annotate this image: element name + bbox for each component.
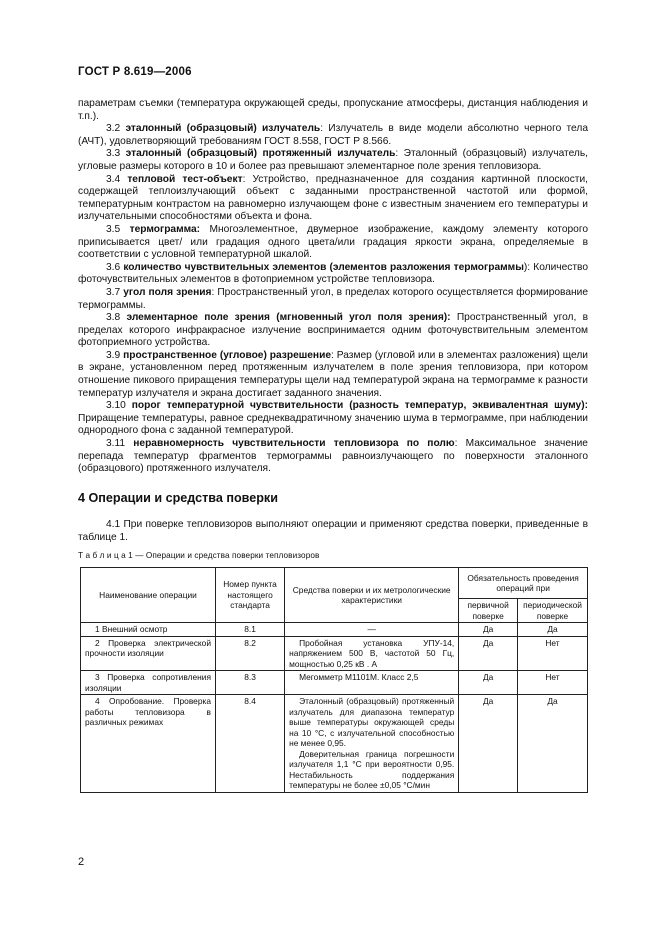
cell-operation: 2 Проверка электрической прочности изоляции xyxy=(81,636,216,671)
definition-item xyxy=(78,438,588,476)
table-row xyxy=(81,623,588,637)
definition-item xyxy=(78,287,588,312)
operations-table xyxy=(80,567,588,793)
cell-operation: 1 Внешний осмотр xyxy=(81,623,216,637)
table-caption: Т а б л и ц а 1 — Операции и средства поверки тепловизоров xyxy=(78,551,320,560)
definition-term: пространственное (угловое) разрешение xyxy=(123,349,332,361)
cell-periodic: Нет xyxy=(518,636,588,671)
cell-means xyxy=(285,695,459,793)
definition-item xyxy=(78,350,588,400)
definition-number: 3.2 xyxy=(106,123,121,135)
header-periodic: периодической поверке xyxy=(518,599,588,623)
definition-number: 3.10 xyxy=(106,400,126,412)
definitions-block xyxy=(78,98,588,476)
cell-periodic: Нет xyxy=(518,671,588,695)
definition-number: 3.9 xyxy=(106,349,121,361)
definition-text: : Излучатель в виде модели абсолютно черного тела (АЧТ), удовлетворяющий требованиям ГОСТ 8.558, ГОСТ Р 8.566. xyxy=(78,123,588,147)
definition-text: ): Количество фоточувствительных элементов в фотоприемном устройстве тепловизора. xyxy=(78,261,588,286)
cell-means xyxy=(285,623,459,637)
cell-primary: Да xyxy=(459,671,518,695)
definition-term: неравномерность чувствительности тепловизора по полю xyxy=(133,438,455,450)
definition-text: : Устройство, предназначенное для создания картинной плоскости, содержащей теплоизлучающий объект с заданными пространственной частотой или формой, температурным контрастом на равномерно излучающем фоне с известным значением его температуры и излучательными способностями объекта и фона. xyxy=(78,173,588,223)
intro-continuation: параметрам съемки (температура окружающей среды, пропускание атмосферы, дистанция наблюдения и т.п.). xyxy=(78,98,588,122)
definition-term: тепловой тест-объект xyxy=(127,173,243,185)
cell-operation: 3 Проверка сопротивления изоляции xyxy=(81,671,216,695)
header-mandatory: Обязательность проведения операций при xyxy=(459,568,588,599)
header-operation-name: Наименование операции xyxy=(81,568,216,623)
means-paragraph: — xyxy=(367,624,376,634)
definition-item xyxy=(78,224,588,262)
table-row xyxy=(81,671,588,695)
clause-4-1 xyxy=(78,519,588,544)
definition-item xyxy=(78,148,588,173)
definition-number: 3.8 xyxy=(106,312,121,324)
cell-primary: Да xyxy=(459,695,518,793)
cell-means xyxy=(285,636,459,671)
document-header: ГОСТ Р 8.619—2006 xyxy=(78,66,192,78)
definition-term: порог температурной чувствительности (разность температур, эквивалентная шуму): xyxy=(131,400,588,412)
definition-item xyxy=(78,262,588,287)
means-paragraph: Мегомметр М1101М. Класс 2,5 xyxy=(299,672,419,682)
definition-number: 3.11 xyxy=(106,438,126,450)
definition-text: : Пространственный угол, в пределах которого осуществляется формирование термограммы. xyxy=(78,286,588,311)
definition-number: 3.5 xyxy=(106,223,121,235)
section-4-title: 4 Операции и средства поверки xyxy=(78,491,278,505)
definition-item xyxy=(78,312,588,350)
definition-term: количество чувствительных элементов (элементов разложения термограммы xyxy=(123,261,524,273)
table-body xyxy=(81,623,588,793)
header-clause-number: Номер пункта настоящего стандарта xyxy=(216,568,285,623)
definition-text: Приращение температуры, равное среднеквадратичному значению шума в термограмме, при наблюдении однородного фона с заданной температурой. xyxy=(78,412,588,437)
definition-item xyxy=(78,174,588,224)
definition-term: термограмма: xyxy=(129,223,201,235)
definition-term: эталонный (образцовый) протяженный излучатель xyxy=(125,148,396,160)
means-paragraph: Эталонный (образцовый) протяженный излучатель для диапазона температур выше температуры окружающей среды на 10 °С, с излучательной способностью не менее 0,95. xyxy=(289,696,455,748)
cell-operation: 4 Опробование. Проверка работы тепловизора в различных режимах xyxy=(81,695,216,793)
cell-primary: Да xyxy=(459,636,518,671)
header-primary: первичной поверке xyxy=(459,599,518,623)
header-verification-means: Средства поверки и их метрологические характеристики xyxy=(285,568,459,623)
definition-item xyxy=(78,400,588,438)
cell-periodic: Да xyxy=(518,623,588,637)
cell-clause: 8.4 xyxy=(216,695,285,793)
cell-clause: 8.3 xyxy=(216,671,285,695)
clause-4-1-text: 4.1 При поверке тепловизоров выполняют операции и применяют средства поверки, приведенные в таблице 1. xyxy=(78,519,588,543)
cell-means xyxy=(285,671,459,695)
definition-term: угол поля зрения xyxy=(123,286,212,298)
cell-clause: 8.2 xyxy=(216,636,285,671)
table-row xyxy=(81,695,588,793)
definition-number: 3.3 xyxy=(106,148,121,160)
definition-text: : Размер (угловой или в элементах разложения) щели в экране, установленном перед протяженным излучателем в поле зрения тепловизора, при котором отношение пикового приращения температуры щели над температурой экрана на термограмме к разности температур излучателя и экрана достигает заданного значения. xyxy=(78,349,588,399)
cell-primary: Да xyxy=(459,623,518,637)
means-paragraph: Доверительная граница погрешности излучателя 1,1 °С при вероятности 0,95. Нестабильность поддержания температуры не более ±0,05 °С/мин xyxy=(289,748,455,790)
definition-text: : Эталонный (образцовый) излучатель, угловые размеры которого в 10 и более раз превышают элементарное поле зрения тепловизора. xyxy=(78,148,588,172)
definition-item xyxy=(78,123,588,148)
definition-text: : Максимальное значение перепада температур фрагментов термограммы равноизлучающего по поверхности эталонного (образцового) протяженного излучателя. xyxy=(78,438,588,475)
definition-text: Пространственный угол, в пределах которого инфракрасное излучение воспринимается одним фоточувствительным элементом фотоприемного устройства. xyxy=(78,312,588,349)
means-paragraph: Пробойная установка УПУ-14, напряжением 500 В, частотой 50 Гц, мощностью 0,25 кВ . А xyxy=(289,637,455,669)
page-number: 2 xyxy=(78,856,85,868)
definitions-list xyxy=(78,123,588,476)
cell-clause: 8.1 xyxy=(216,623,285,637)
definition-text: Многоэлементное, двумерное изображение, каждому элементу которого приписывается цвет/ или градация одного цвета/или градация яркости экрана, определяемые в соответствии с условной температурной шкалой. xyxy=(78,223,588,261)
definition-number: 3.4 xyxy=(106,173,121,185)
cell-periodic: Да xyxy=(518,695,588,793)
definition-number: 3.7 xyxy=(106,286,121,298)
table-row xyxy=(81,636,588,671)
definition-term: элементарное поле зрения (мгновенный угол поля зрения): xyxy=(126,312,451,324)
definition-term: эталонный (образцовый) излучатель xyxy=(125,123,321,135)
definition-number: 3.6 xyxy=(106,261,121,273)
